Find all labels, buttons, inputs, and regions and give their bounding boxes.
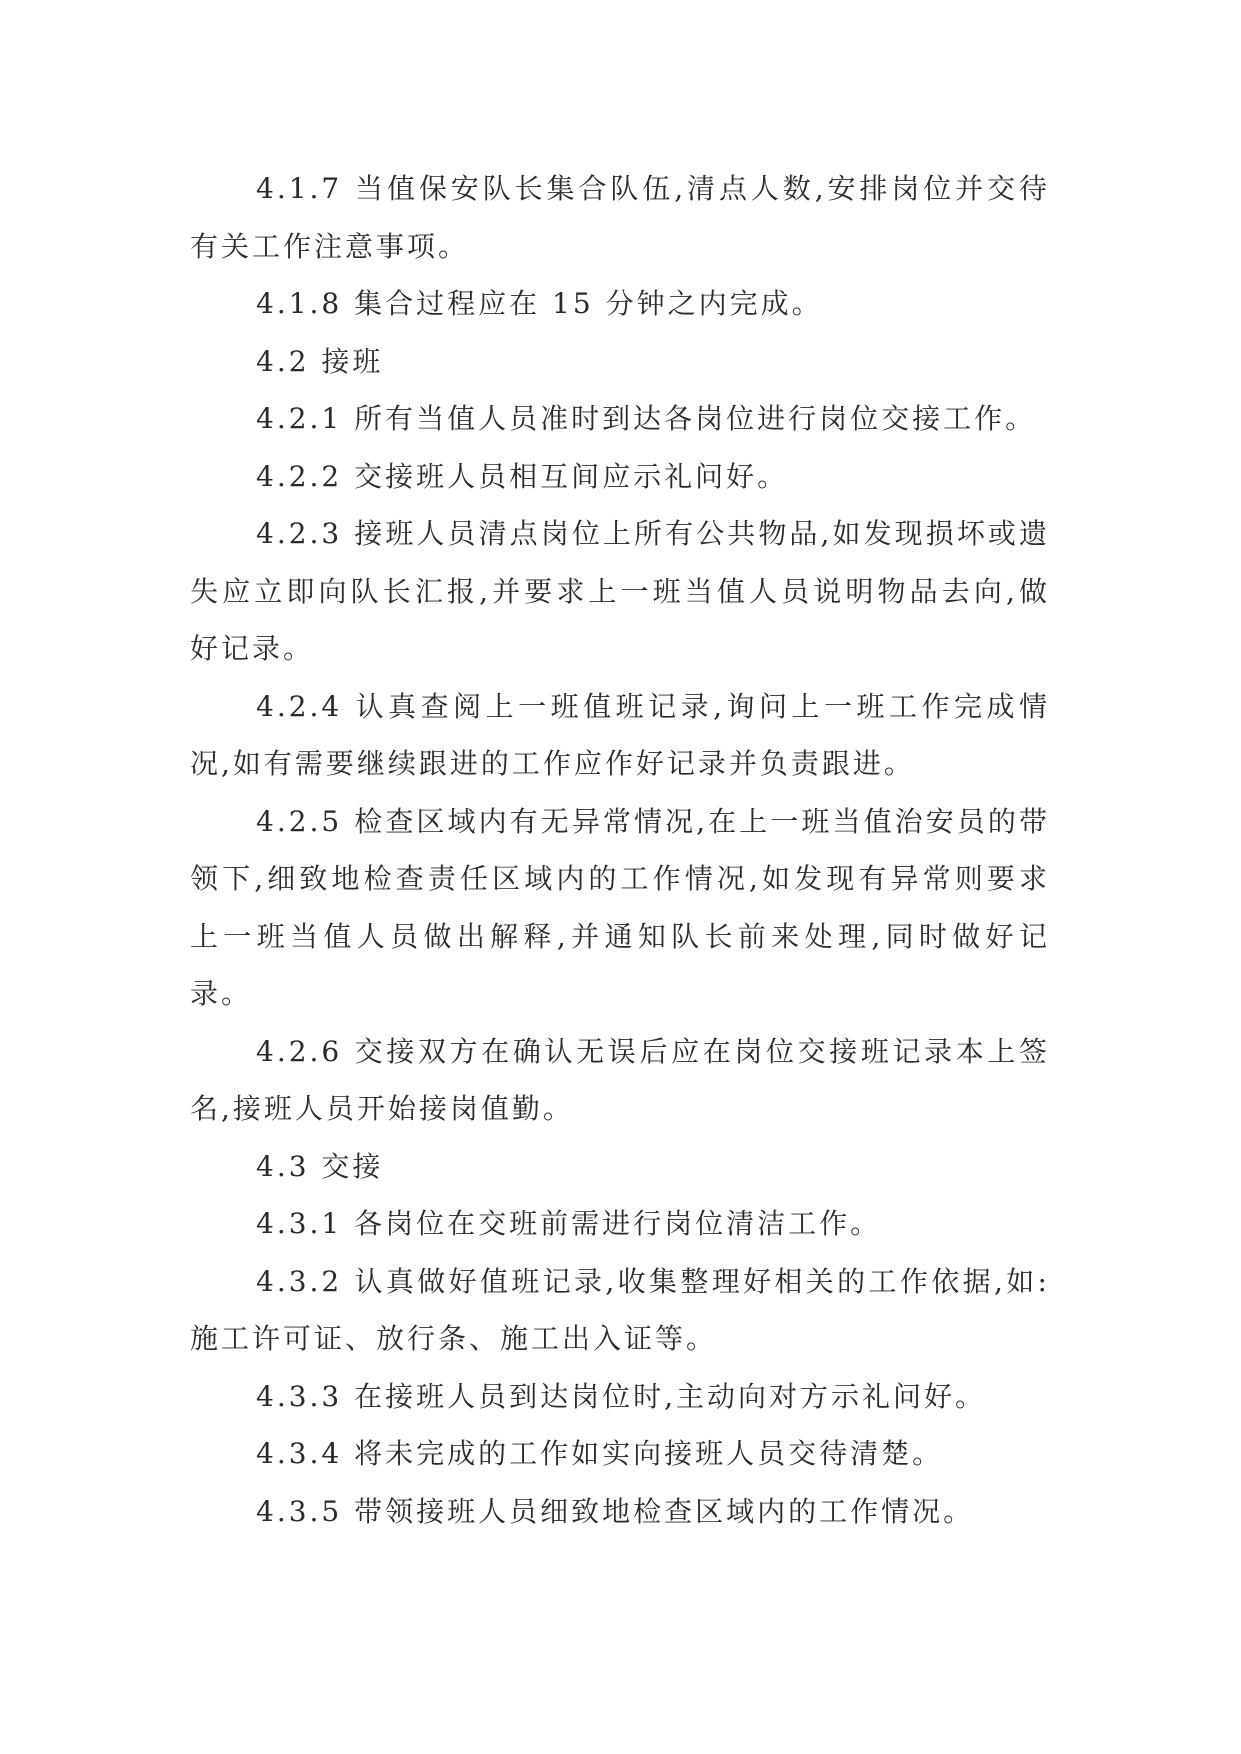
paragraph-4-1-8: 4.1.8 集合过程应在 15 分钟之内完成。: [256, 287, 823, 320]
section-heading-4-2: 4.2 接班: [256, 344, 384, 378]
paragraph-4-2-4: 4.2.4 认真查阅上一班值班记录,询问上一班工作完成情况,如有需要继续跟进的工作应作好记录并负责跟进。: [190, 689, 1050, 780]
paragraph-4-2-1: 4.2.1 所有当值人员准时到达各岗位进行岗位交接工作。: [256, 402, 1037, 435]
paragraph-4-2-6: 4.2.6 交接双方在确认无误后应在岗位交接班记录本上签名,接班人员开始接岗值勤。: [190, 1034, 1050, 1125]
paragraph-4-2-2: 4.2.2 交接班人员相互间应示礼问好。: [256, 459, 789, 493]
paragraph-4-3-4: 4.3.4 将未完成的工作如实向接班人员交待清楚。: [256, 1437, 944, 1470]
paragraph-4-2-5: 4.2.5 检查区域内有无异常情况,在上一班当值治安员的带领下,细致地检查责任区域内的工作情况,如发现有异常则要求上一班当值人员做出解释,并通知队长前来处理,同时做好记录。: [190, 804, 1050, 1010]
paragraph-4-3-1: 4.3.1 各岗位在交班前需进行岗位清洁工作。: [256, 1207, 882, 1240]
paragraph-4-3-2: 4.3.2 认真做好值班记录,收集整理好相关的工作依据,如:施工许可证、放行条、施工出入证等。: [190, 1264, 1050, 1355]
paragraph-4-2-3: 4.2.3 接班人员清点岗位上所有公共物品,如发现损坏或遗失应立即向队长汇报,并要求上一班当值人员说明物品去向,做好记录。: [190, 517, 1050, 665]
paragraph-4-3-3: 4.3.3 在接班人员到达岗位时,主动向对方示礼问好。: [256, 1379, 987, 1413]
paragraph-4-1-7: 4.1.7 当值保安队长集合队伍,清点人数,安排岗位并交待有关工作注意事项。: [190, 172, 1050, 263]
section-heading-4-3: 4.3 交接: [256, 1149, 384, 1183]
paragraph-4-3-5: 4.3.5 带领接班人员细致地检查区域内的工作情况。: [256, 1494, 975, 1528]
document-body: [190, 160, 1050, 1540]
